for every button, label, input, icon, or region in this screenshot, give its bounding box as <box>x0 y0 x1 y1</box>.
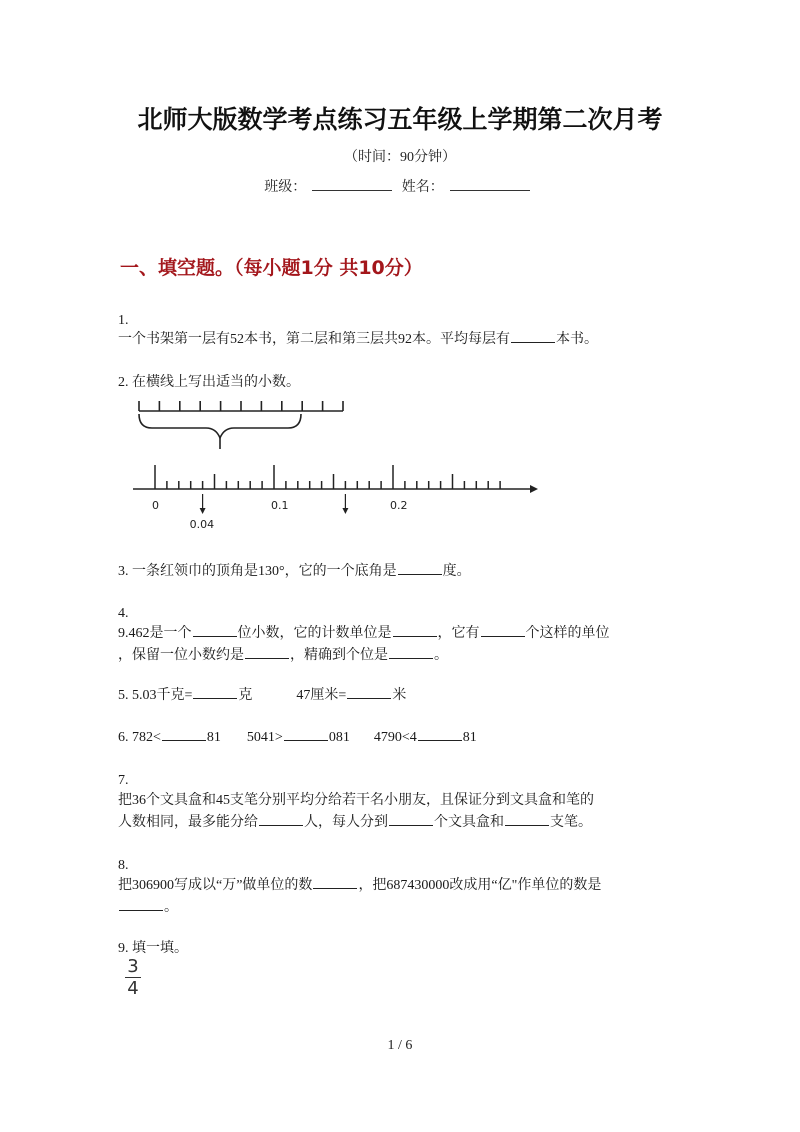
q4-blank-3[interactable] <box>481 623 525 637</box>
q4-l1-c: ，它有 <box>437 626 480 641</box>
q4-line1 <box>118 623 610 644</box>
brace <box>139 414 301 438</box>
arrow-down-icon <box>200 508 206 514</box>
page-number: 1 / 6 <box>387 1038 413 1053</box>
q4-blank-4[interactable] <box>245 645 289 659</box>
q3-text <box>118 561 471 582</box>
q8-line1 <box>118 875 601 896</box>
q8-l2-b: 。 <box>164 900 178 915</box>
q6-text <box>118 727 477 748</box>
q4-l1-d: 个这样的单位 <box>525 626 610 641</box>
fraction-numerator: 3 <box>127 956 139 977</box>
axis-arrowhead-icon <box>530 485 538 493</box>
q9-text: 9. 填一填。 <box>118 941 188 956</box>
q1-text-a: 一个书架第一层有52本书，第二层和第三层共92本。平均每层有 <box>118 332 510 347</box>
major-tick-label: 0.1 <box>271 499 289 512</box>
major-tick-label: 0 <box>152 499 159 512</box>
time-note: （时间：90分钟） <box>344 150 456 165</box>
ruler <box>139 401 343 411</box>
q7-l2-b: 人，每人分到 <box>304 815 388 830</box>
q8-l1-b: ，把687430000改成用“亿"作单位的数是 <box>358 878 602 893</box>
q8-number: 8. <box>118 858 129 873</box>
q6-blank-3[interactable] <box>418 727 462 741</box>
q4-blank-5[interactable] <box>389 645 433 659</box>
q3-text-b: 度。 <box>442 564 471 579</box>
q3-text-a: 3. 一条红领巾的顶角是130°，它的一个底角是 <box>118 564 397 579</box>
q5-blank-1[interactable] <box>193 685 237 699</box>
q6-p3-b: 81 <box>462 730 477 745</box>
q4-blank-2[interactable] <box>393 623 437 637</box>
q7-l2-d: 支笔。 <box>550 815 592 830</box>
q5-blank-2[interactable] <box>347 685 391 699</box>
q5-text-b: 克 <box>238 688 253 703</box>
q1-number: 1. <box>118 313 129 328</box>
q4-number: 4. <box>118 606 129 621</box>
q6-blank-1[interactable] <box>162 727 206 741</box>
q4-line2 <box>118 645 448 666</box>
q8-l1-a: 把306900写成以“万”做单位的数 <box>118 878 313 893</box>
class-label: 班级： <box>264 180 307 195</box>
q3-blank[interactable] <box>398 561 442 575</box>
number-line <box>133 465 538 531</box>
q8-line2 <box>118 897 178 918</box>
q7-l2-c: 个文具盒和 <box>434 815 504 830</box>
q6-p2-a: 5041> <box>246 730 283 745</box>
q5-text-a: 5. 5.03千克= <box>118 688 193 703</box>
q4-l2-a: ，保留一位小数约是 <box>118 648 244 663</box>
q7-line2 <box>118 812 592 833</box>
q1-text-b: 本书。 <box>556 332 598 347</box>
q5-text-c: 47厘米= <box>296 688 347 703</box>
q4-l1-a: 9.462是一个 <box>118 626 192 641</box>
arrow-down-icon <box>342 508 348 514</box>
q4-l1-b: 位小数，它的计数单位是 <box>237 626 392 641</box>
q4-l2-b: ，精确到个位是 <box>290 648 388 663</box>
q8-blank-1[interactable] <box>313 875 357 889</box>
q6-p1-b: 81 <box>206 730 221 745</box>
q6-p1-a: 6. 782< <box>118 730 161 745</box>
q7-l2-a: 人数相同，最多能分给 <box>118 815 258 830</box>
name-label: 姓名： <box>401 180 444 195</box>
q5-text-d: 米 <box>392 688 407 703</box>
q5-text <box>118 685 406 706</box>
q6-blank-2[interactable] <box>284 727 328 741</box>
pointer-label: 0.04 <box>189 518 215 531</box>
q6-p3-a: 4790<4 <box>373 730 417 745</box>
q4-blank-1[interactable] <box>193 623 237 637</box>
q8-blank-2[interactable] <box>119 897 163 911</box>
section-heading: 一、填空题。（每小题1分 共10分） <box>120 257 423 279</box>
q2-text: 2. 在横线上写出适当的小数。 <box>118 375 300 390</box>
q7-blank-1[interactable] <box>259 812 303 826</box>
fraction-denominator: 4 <box>127 978 139 999</box>
exam-title: 北师大版数学考点练习五年级上学期第二次月考 <box>137 105 663 134</box>
q4-l2-c: 。 <box>434 648 448 663</box>
q7-number: 7. <box>118 773 129 788</box>
q7-line1: 把36个文具盒和45支笔分别平均分给若干名小朋友，且保证分到文具盒和笔的 <box>118 793 594 808</box>
major-tick-label: 0.2 <box>390 499 408 512</box>
q7-blank-3[interactable] <box>505 812 549 826</box>
pointer-answer-slot[interactable] <box>331 516 359 530</box>
fraction <box>125 957 141 998</box>
q6-p2-b: 081 <box>328 730 350 745</box>
q7-blank-2[interactable] <box>389 812 433 826</box>
